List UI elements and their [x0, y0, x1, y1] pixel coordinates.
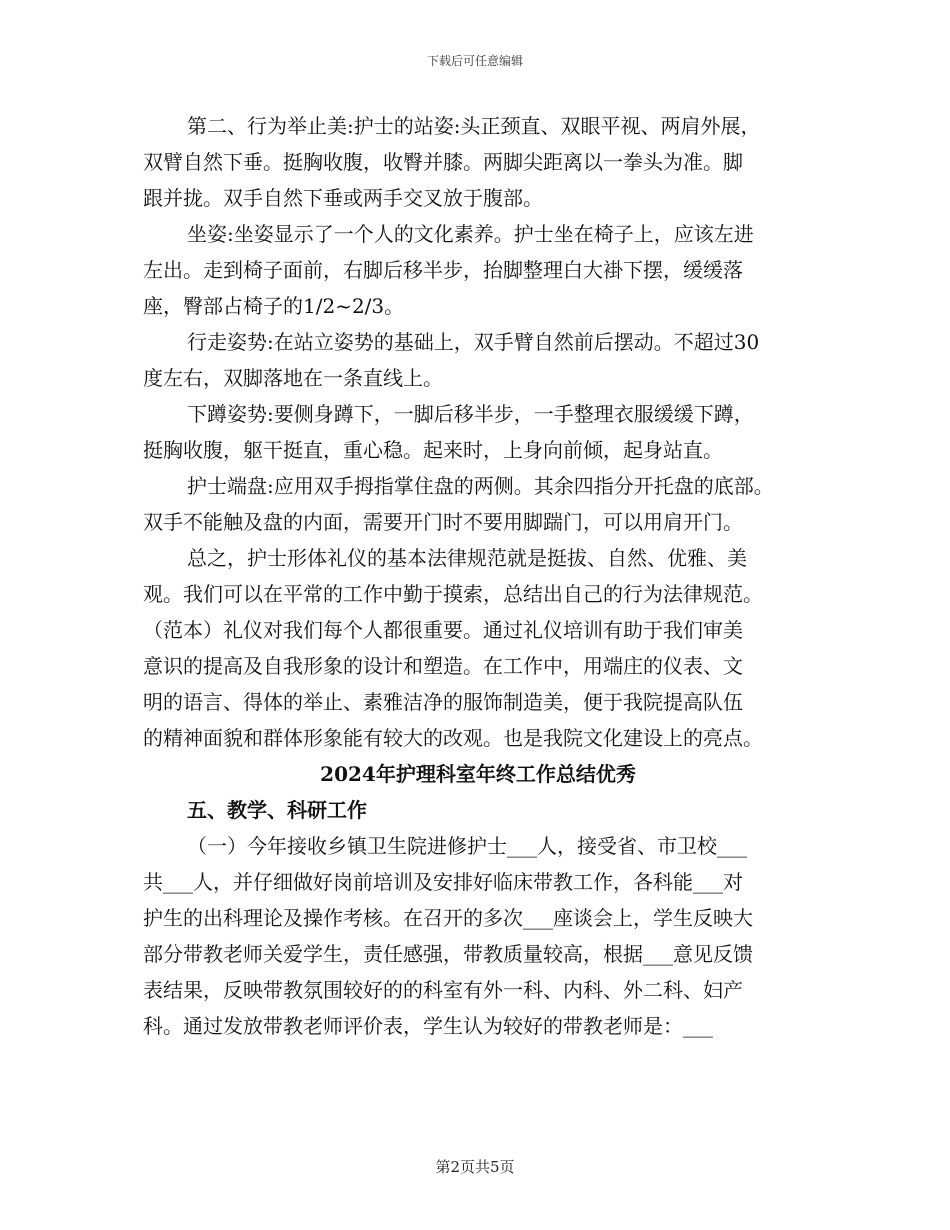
paragraph-line: 的精神面貌和群体形象能有较大的改观。也是我院文化建设上的亮点。: [143, 726, 763, 750]
paragraph-line: 表结果，反映带教氛围较好的的科室有外一科、内科、外二科、妇产: [143, 978, 743, 1002]
paragraph-line: （范本）礼仪对我们每个人都很重要。通过礼仪培训有助于我们审美: [143, 618, 743, 642]
paragraph-line: 坐姿:坐姿显示了一个人的文化素养。护士坐在椅子上，应该左进: [187, 222, 754, 246]
page-footer: 第2页共5页: [435, 1158, 515, 1176]
paragraph-line: 科。通过发放带教老师评价表，学生认为较好的带教老师是：___: [143, 1014, 713, 1038]
paragraph-line: 行走姿势:在站立姿势的基础上，双手臂自然前后摆动。不超过30: [187, 330, 760, 354]
paragraph-line: 明的语言、得体的举止、素雅洁净的服饰制造美，便于我院提高队伍: [143, 690, 743, 714]
section-title: 2024年护理科室年终工作总结优秀: [320, 762, 636, 786]
paragraph-line: 挺胸收腹，躯干挺直，重心稳。起来时，上身向前倾，起身站直。: [143, 438, 723, 462]
paragraph-line: 下蹲姿势:要侧身蹲下，一脚后移半步，一手整理衣服缓缓下蹲，: [187, 402, 754, 426]
paragraph-line: 观。我们可以在平常的工作中勤于摸索，总结出自己的行为法律规范。: [143, 582, 763, 606]
paragraph-line: 双臂自然下垂。挺胸收腹，收臀并膝。两脚尖距离以一拳头为准。脚: [143, 150, 743, 174]
paragraph-line: 第二、行为举止美:护士的站姿:头正颈直、双眼平视、两肩外展，: [187, 114, 761, 138]
paragraph-line: 护士端盘:应用双手拇指掌住盘的两侧。其余四指分开托盘的底部。: [187, 474, 774, 498]
paragraph-line: 总之，护士形体礼仪的基本法律规范就是挺拔、自然、优雅、美: [187, 546, 747, 570]
section-heading: 五、教学、科研工作: [187, 798, 367, 822]
paragraph-line: 共___人，并仔细做好岗前培训及安排好临床带教工作，各科能___对: [143, 870, 743, 894]
paragraph-line: 护生的出科理论及操作考核。在召开的多次___座谈会上，学生反映大: [143, 906, 753, 930]
paragraph-line: 部分带教老师关爱学生，责任感强，带教质量较高，根据___意见反馈: [143, 942, 753, 966]
paragraph-line: 左出。走到椅子面前，右脚后移半步，抬脚整理白大褂下摆，缓缓落: [143, 258, 743, 282]
document-body: [143, 108, 813, 1044]
paragraph-line: 意识的提高及自我形象的设计和塑造。在工作中，用端庄的仪表、文: [143, 654, 743, 678]
paragraph-line: 座，臀部占椅子的1/2~2/3。: [143, 294, 405, 318]
paragraph-line: 双手不能触及盘的内面，需要开门时不要用脚踹门，可以用肩开门。: [143, 510, 743, 534]
paragraph-line: （一）今年接收乡镇卫生院进修护士___人，接受省、市卫校___: [187, 834, 747, 858]
paragraph-line: 跟并拢。双手自然下垂或两手交叉放于腹部。: [143, 186, 543, 210]
page-header: 下载后可任意编辑: [426, 54, 523, 68]
paragraph-line: 度左右，双脚落地在一条直线上。: [143, 366, 443, 390]
